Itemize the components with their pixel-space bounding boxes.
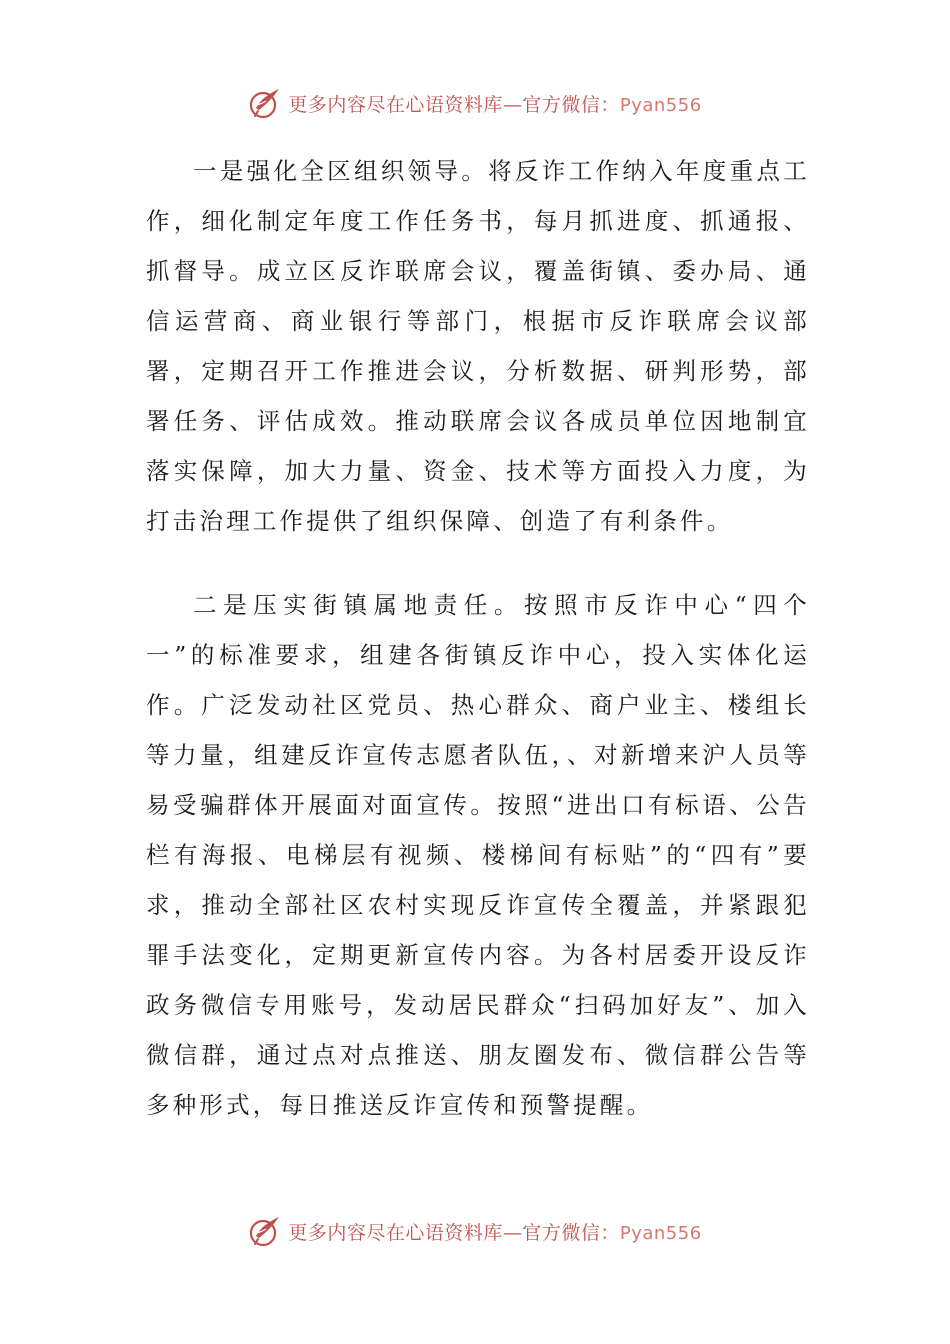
banner-text (288, 90, 701, 117)
banner-text (288, 1218, 701, 1245)
banner-wechat-id: Pyan556 (619, 1222, 702, 1244)
banner-wechat-id: Pyan556 (619, 94, 702, 116)
header-banner (0, 83, 950, 123)
paragraph: 一是强化全区组织领导。将反诈工作纳入年度重点工作，细化制定年度工作任务书，每月抓进度、抓通报、抓督导。成立区反诈联席会议，覆盖街镇、委办局、通信运营商、商业银行等部门，根据市反诈联席会议部署，定期召开工作推进会议，分析数据、研判形势，部署任务、评估成效。推动联席会议各成员单位因地制宜落实保障，加大力量、资金、技术等方面投入力度，为打击治理工作提供了组织保障、创造了有利条件。 (146, 157, 810, 535)
quill-pen-logo-icon (248, 1214, 282, 1248)
paragraph: 二是压实街镇属地责任。按照市反诈中心“四个一”的标准要求，组建各街镇反诈中心，投入实体化运作。广泛发动社区党员、热心群众、商户业主、楼组长等力量，组建反诈宣传志愿者队伍，、对新增来沪人员等易受骗群体开展面对面宣传。按照“进出口有标语、公告栏有海报、电梯层有视频、楼梯间有标贴”的“四有”要求，推动全部社区农村实现反诈宣传全覆盖，并紧跟犯罪手法变化，定期更新宣传内容。为各村居委开设反诈政务微信专用账号，发动居民群众“扫码加好友”、加入微信群，通过点对点推送、朋友圈发布、微信群公告等多种形式，每日推送反诈宣传和预警提醒。 (146, 591, 810, 1119)
banner-slogan: 更多内容尽在心语资料库—官方微信： (288, 93, 620, 116)
banner-slogan: 更多内容尽在心语资料库—官方微信： (288, 1221, 620, 1244)
quill-pen-logo-icon (248, 86, 282, 120)
document-body (146, 146, 810, 1130)
footer-banner (0, 1211, 950, 1251)
